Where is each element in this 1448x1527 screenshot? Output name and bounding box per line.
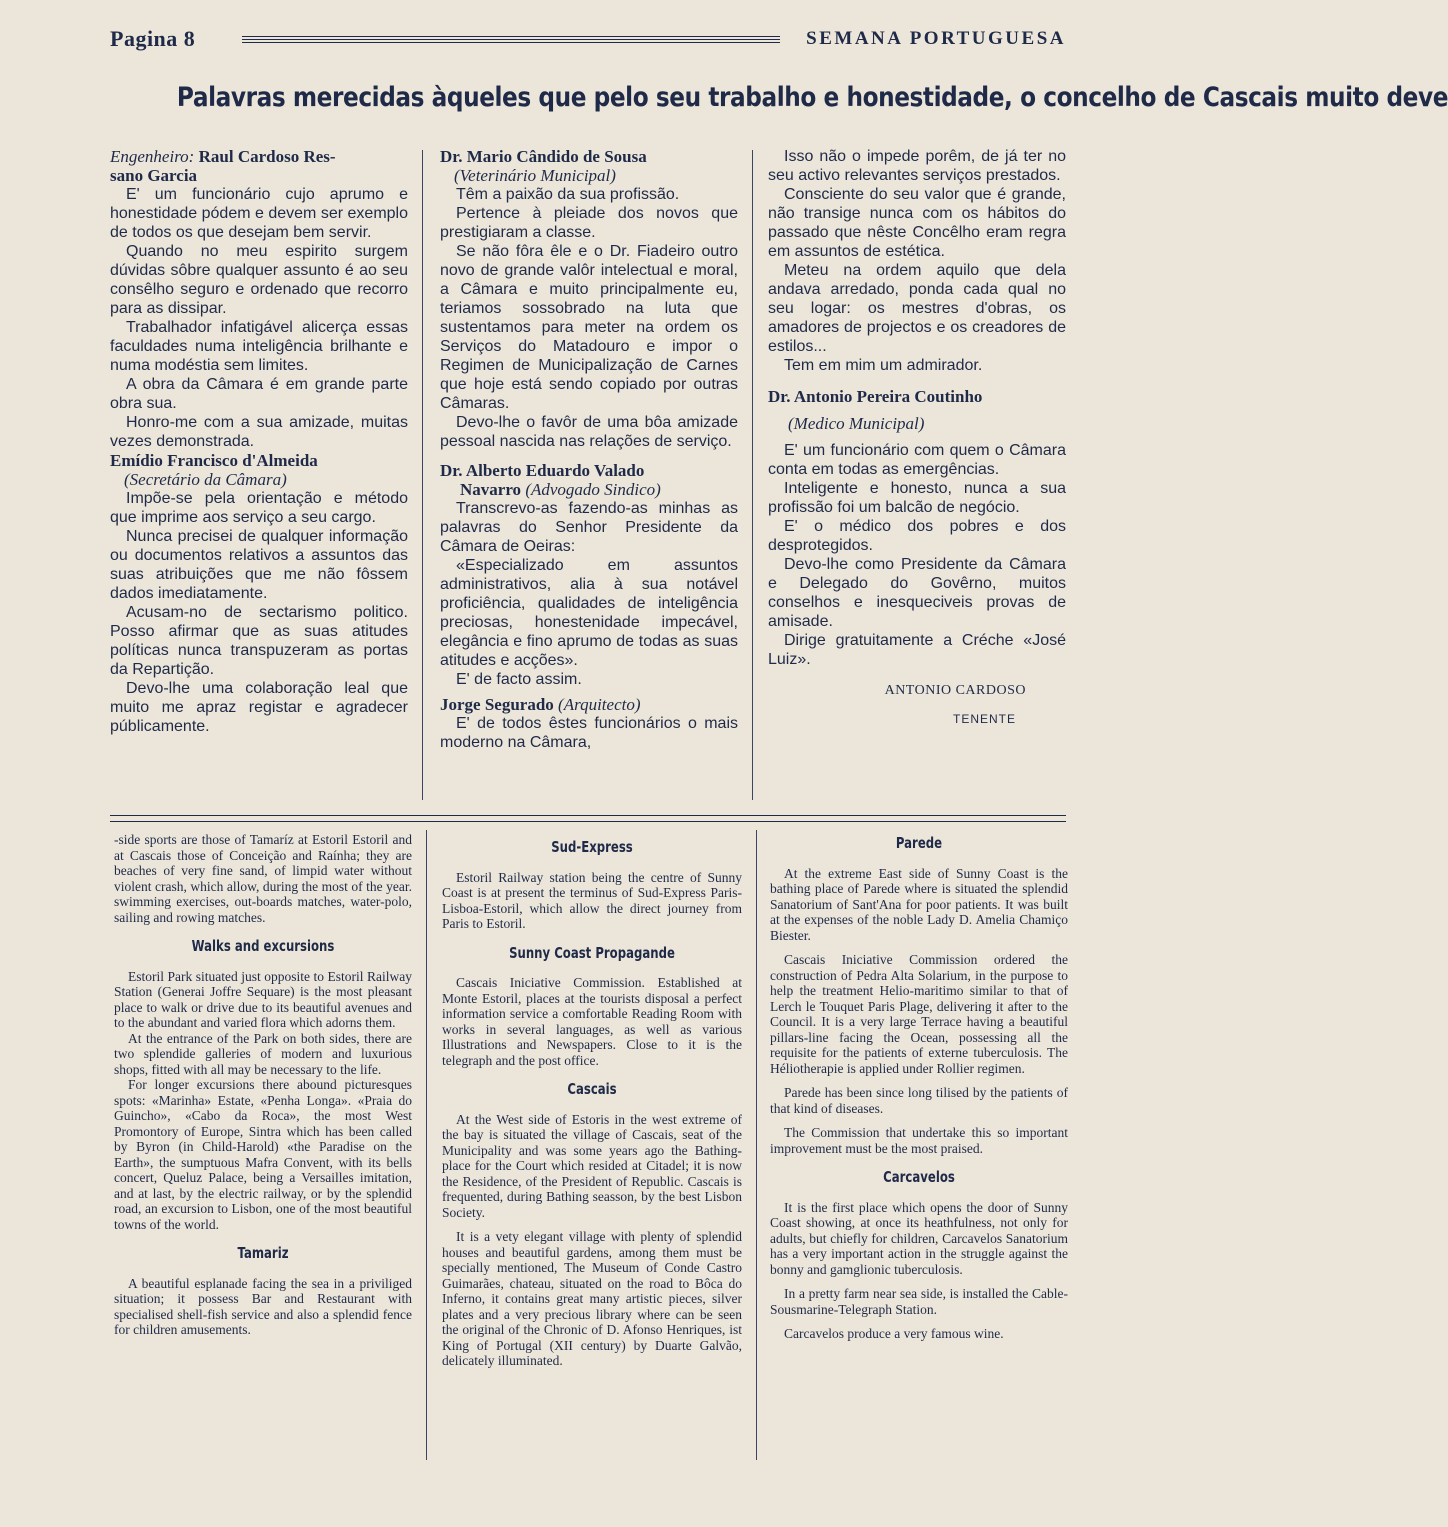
column-divider: [422, 150, 423, 800]
paragraph: Têm a paixão da sua profissão.: [456, 186, 680, 203]
person-name: sano Garcia: [110, 166, 198, 185]
page-header: [110, 26, 1066, 56]
section-title: Tamariz: [237, 1244, 289, 1262]
column-divider: [426, 830, 427, 1460]
paragraph: A obra da Câmara é em grande parte obra sua.: [110, 376, 408, 412]
paragraph: E' um funcionário com quem o Câmara conta em todas as emergências.: [768, 442, 1066, 478]
paragraph: Cascais Iniciative Commission. Established at Monte Estoril, places at the tourists disposal a perfect information service a comfortable Reading Room with works in several languages, as well as various Illustrations and Newspapers. Close to it is the telegraph and the post office.: [442, 975, 742, 1068]
paragraph: Transcrevo-as fazendo-as minhas as palavras do Senhor Presidente da Câmara de Oeiras:: [440, 500, 738, 555]
paragraph: The Commission that undertake this so important improvement must be the most praised.: [770, 1125, 1068, 1156]
role-label: (Advogado Sindico): [525, 480, 661, 499]
upper-column-2: [440, 147, 738, 752]
header-rule: [242, 36, 780, 45]
person-name: Raul Cardoso Res-: [198, 147, 336, 166]
column-divider: [752, 150, 753, 800]
role-label: (Veterinário Municipal): [454, 166, 616, 185]
section-title: Parede: [895, 834, 943, 852]
page-number: Pagina 8: [110, 26, 196, 51]
paragraph: Devo-lhe como Presidente da Câmara e Delegado do Govêrno, muitos conselhos e inesqueciveis provas de amisade.: [768, 556, 1066, 630]
paragraph: Isso não o impede porêm, de já ter no seu activo relevantes serviços prestados.: [768, 148, 1066, 184]
paragraph: At the entrance of the Park on both sides, there are two splendide galleries of modern and luxurious shops, fitted with all may be necessary to the life.: [114, 1030, 412, 1077]
paragraph: Devo-lhe uma colaboração leal que muito me apraz registar e agradecer públicamente.: [110, 680, 408, 735]
paragraph: Inteligente e honesto, nunca a sua profissão foi um balcão de negócio.: [768, 480, 1066, 516]
role-label: Engenheiro:: [110, 147, 195, 166]
upper-column-1: [110, 147, 408, 736]
paragraph: Estoril Railway station being the centre of Sunny Coast is at present the terminus of Sud-Express Paris-Lisboa-Estoril, which allow the direct journey from Paris to Estoril.: [442, 869, 742, 931]
role-label: (Medico Municipal): [788, 414, 925, 433]
paragraph: -side sports are those of Tamaríz at Estoril Estoril and at Cascais those of Conceição and Raínha; they are beaches of very fine sand, of limpid water without violent crash, which allow, during the most of the year. swimming exercises, out-boards matches, water-polo, sailing and rowing matches.: [114, 832, 412, 925]
paragraph: Se não fôra êle e o Dr. Fiadeiro outro novo de grande valôr intelectual e moral, a Câmara e muito principalmente eu, teriamos sossobrado na luta que sustentamos para meter na ordem os Serviços do Matadouro e impor o Regimen de Municipalização de Carnes que hoje está sendo copiado por outras Câmaras.: [440, 243, 738, 412]
person-name: Dr. Alberto Eduardo Valado: [440, 461, 645, 480]
paragraph: Consciente do seu valor que é grande, não transige nunca com os hábitos do passado que nêste Concêlho eram regra em assuntos de estética.: [768, 186, 1066, 260]
section-title: Carcavelos: [883, 1168, 955, 1186]
paragraph: Devo-lhe o favôr de uma bôa amizade pessoal nascida nas relações de serviço.: [440, 414, 738, 450]
section-title: Sunny Coast Propagande: [509, 943, 675, 962]
paragraph: In a pretty farm near sea side, is installed the Cable-Sousmarine-Telegraph Station.: [770, 1286, 1068, 1317]
paragraph: Pertence à pleiade dos novos que prestigiaram a classe.: [440, 205, 738, 241]
paragraph: Cascais Iniciative Commission ordered the construction of Pedra Alta Solarium, in the purpose to help the treatment Helio-maritimo similar to that of Lerch le Touquet Paris Plage, delivering it after to the Council. It is a very large Terrace having a beautiful pillars-line facing the Ocean, possessing all the requisite for the patients of externe tuberculosis. The Héliotherapie is applied under Rollier regimen.: [770, 952, 1068, 1076]
publication-name: SEMANA PORTUGUESA: [806, 28, 1066, 49]
paragraph: E' o médico dos pobres e dos desprotegidos.: [768, 518, 1066, 554]
paragraph: E' de todos êstes funcionários o mais moderno na Câmara,: [440, 715, 738, 751]
lower-column-2: [442, 840, 742, 1369]
role-label: (Arquitecto): [558, 695, 641, 714]
lower-column-3: [770, 836, 1068, 1342]
paragraph: It is a vety elegant village with plenty of splendid houses and beautiful gardens, among them must be specially mentioned, The Museum of Conde Castro Guimarães, chateau, situated on the road to Bôca do Inferno, it contains great many artistic pieces, silver plates and a very precious library where can be seen the original of the Chronic of D. Afonso Henriques, ist King of Portugal (XII century) by Duarte Galvão, delicately illuminated.: [442, 1229, 742, 1368]
section-divider: [110, 815, 1066, 822]
paragraph: «Especializado em assuntos administrativos, alia à sua notável proficiência, qualidades de inteligência preciosas, honestenidade impecável, elegância e fino aprumo de todas as suas atitudes e acções».: [440, 557, 738, 669]
person-name: Navarro: [460, 480, 522, 499]
paragraph: Quando no meu espirito surgem dúvidas sôbre qualquer assunto é ao seu consêlho seguro e ordenado que recorro para as dissipar.: [110, 243, 408, 317]
section-title: Walks and excursions: [191, 937, 335, 955]
paragraph: Acusam-no de sectarismo politico. Posso afirmar que as suas atitudes políticas nunca transpuzeram as portas da Repartição.: [110, 604, 408, 678]
section-title: Cascais: [567, 1080, 617, 1098]
paragraph: Nunca precisei de qualquer informação ou documentos relativos a assuntos das suas atribuições que me não fôssem dados imediatamente.: [110, 528, 408, 602]
paragraph: It is the first place which opens the door of Sunny Coast showing, at once its heathfulness, not only for adults, but chiefly for children, Carcavelos Sanatorium has a very important action in the struggle against the bonny and gamglionic tuberculosis.: [770, 1199, 1068, 1277]
paragraph: At the extreme East side of Sunny Coast is the bathing place of Parede where is situated the splendid Sanatorium of Sant'Ana for poor patients. It was built at the expenses of the noble Lady D. Amelia Chamiço Biester.: [770, 865, 1068, 943]
lower-column-1: [114, 832, 412, 1338]
paragraph: E' um funcionário cujo aprumo e honestidade pódem e devem ser exemplo de todos os que desejam bem servir.: [110, 186, 408, 241]
headline: Palavras merecidas àqueles que pelo seu trabalho e honestidade, o concelho de Cascais muito deve: [176, 82, 1448, 113]
paragraph: Estoril Park situated just opposite to Estoril Railway Station (Generai Joffre Sequare) is the most pleasant place to walk or drive due to its beautiful avenues and to the abundant and varied flora which adorns them.: [114, 968, 412, 1030]
paragraph: A beautiful esplanade facing the sea in a priviliged situation; it possess Bar and Restaurant with specialised shell-fish service and also a splendid fence for children amusements.: [114, 1275, 412, 1337]
paragraph: Tem em mim um admirador.: [784, 357, 983, 374]
person-name: Dr. Mario Cândido de Sousa: [440, 147, 647, 166]
paragraph: Dirige gratuitamente a Créche «José Luiz».: [768, 632, 1066, 668]
upper-column-3: [768, 147, 1066, 729]
column-divider: [756, 830, 757, 1460]
section-title: Sud-Express: [551, 838, 633, 856]
paragraph: Parede has been since long tilised by the patients of that kind of diseases.: [770, 1085, 1068, 1116]
person-name: Jorge Segurado: [440, 695, 554, 714]
paragraph: At the West side of Estoris in the west extreme of the bay is situated the village of Cascais, seat of the Municipality and was some years ago the Bathing-place for the Court which resided at Citadel; it is now the Residence, of the President of Republic. Cascais is frequented, during Bathing seasson, by the best Lisbon Society.: [442, 1111, 742, 1220]
signature: ANTONIO CARDOSO: [884, 683, 1026, 698]
paragraph: E' de facto assim.: [456, 671, 582, 688]
paragraph: For longer excursions there abound picturesques spots: «Marinha» Estate, «Penha Longa». «Praia do Guincho», «Cabo da Roca», the most West Promontory of Europe, Sintra which has been called by Byron (in Child-Harold) «the Paradise on the Earth», the sumptuous Mafra Convent, with its bells concert, Queluz Palace, being a Versailles imitation, and at last, by the electric railway, or by the splendid road, an excursion to Lisbon, one of the most beautiful towns of the world.: [114, 1077, 412, 1232]
paragraph: Impõe-se pela orientação e método que imprime aos serviço a seu cargo.: [110, 490, 408, 526]
person-name: Emídio Francisco d'Almeida: [110, 451, 318, 470]
paragraph: Meteu na ordem aquilo que dela andava arredado, ponda cada qual no seu logar: os mestres d'obras, os amadores de projectos e os creadores de estilos...: [768, 262, 1066, 355]
paragraph: Carcavelos produce a very famous wine.: [784, 1326, 1004, 1341]
person-name: Dr. Antonio Pereira Coutinho: [768, 387, 983, 406]
paragraph: Honro-me com a sua amizade, muitas vezes demonstrada.: [110, 414, 408, 450]
paragraph: Trabalhador infatigável alicerça essas faculdades numa inteligência brilhante e numa modéstia sem limites.: [110, 319, 408, 374]
role-label: (Secretário da Câmara): [124, 470, 287, 489]
signature-title: TENENTE: [952, 712, 1016, 726]
